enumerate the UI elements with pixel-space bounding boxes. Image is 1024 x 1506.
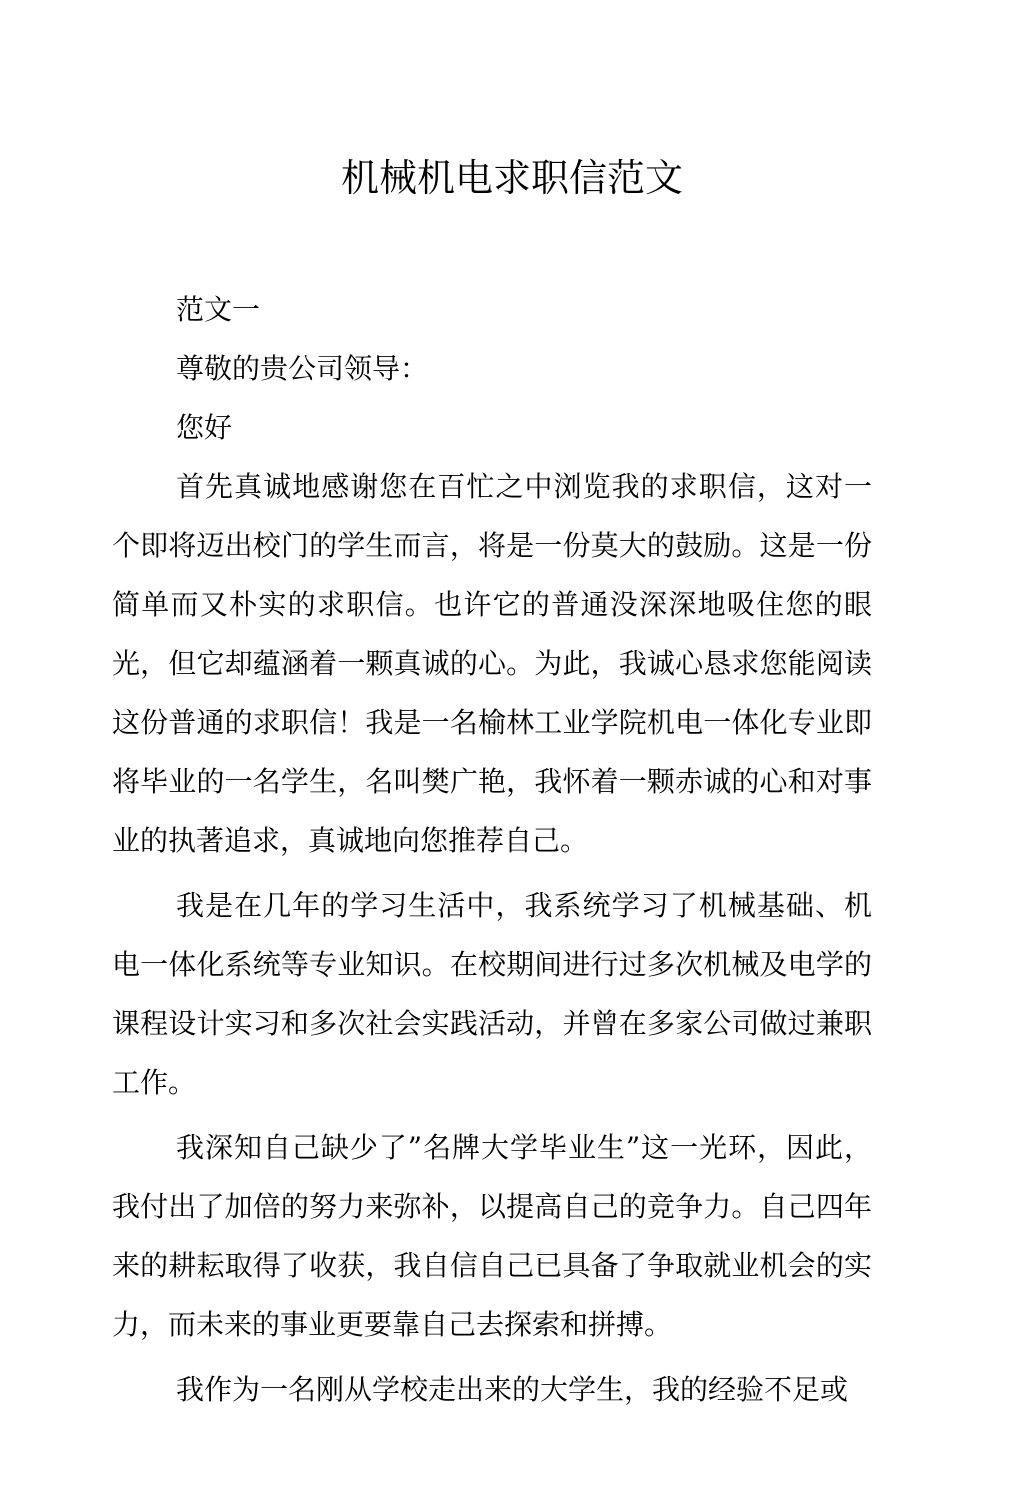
salutation: 尊敬的贵公司领导： [176, 352, 429, 385]
greeting: 您好 [176, 411, 233, 444]
paragraph-experience: 我作为一名刚从学校走出来的大学生，我的经验不足或 [176, 1373, 849, 1406]
sample-label: 范文一 [176, 293, 261, 326]
paragraph-education: 我是在几年的学习生活中，我系统学习了机械基础、机电一体化系统等专业知识。在校期间进行过多次机械及电学的课程设计实习和多次社会实践活动，并曾在多家公司做过兼职工作。 [112, 889, 872, 1099]
letter-body [112, 280, 872, 1425]
document-title: 机械机电求职信范文 [340, 156, 683, 200]
paragraph-effort: 我深知自己缺少了”名牌大学毕业生”这一光环，因此，我付出了加倍的努力来弥补，以提高自己的竞争力。自己四年来的耕耘取得了收获，我自信自己已具备了争取就业机会的实力，而未来的事业更要靠自己去探索和拼搏。 [112, 1131, 872, 1341]
paragraph-intro: 首先真诚地感谢您在百忙之中浏览我的求职信，这对一个即将迈出校门的学生而言，将是一份莫大的鼓励。这是一份简单而又朴实的求职信。也许它的普通没深深地吸住您的眼光，但它却蕴涵着一颗真诚的心。为此，我诚心恳求您能阅读这份普通的求职信！我是一名榆林工业学院机电一体化专业即将毕业的一名学生，名叫樊广艳，我怀着一颗赤诚的心和对事业的执著追求，真诚地向您推荐自己。 [112, 470, 872, 857]
